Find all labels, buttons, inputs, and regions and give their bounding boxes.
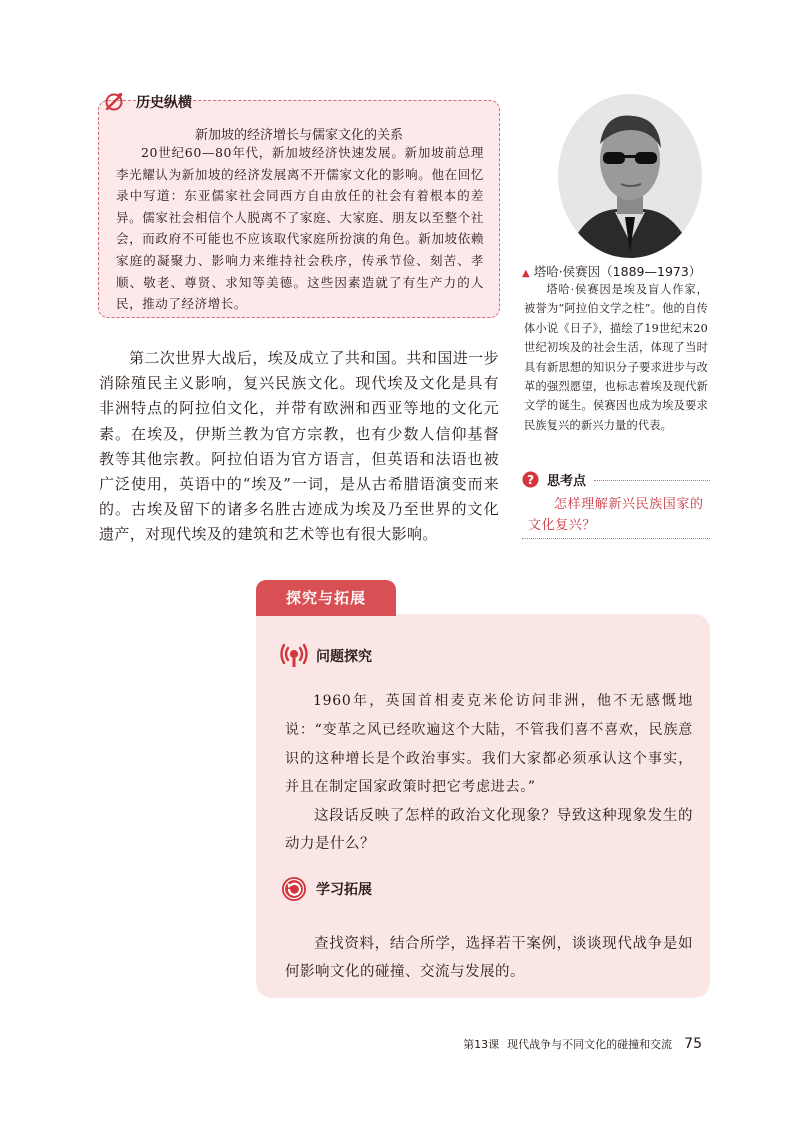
portrait-caption-body: 塔哈·侯赛因是埃及盲人作家，被誉为“阿拉伯文学之柱”。他的自传体小说《日子》，描绘了19世纪末20世纪初埃及的社会生活，体现了当时具有新思想的知识分子要求进步与改革的强烈愿望，也标志着埃及现代新文学的诞生。侯赛因也成为埃及要求民族复兴的新兴力量的代表。	[524, 283, 708, 432]
extend-title: 学习拓展	[316, 882, 372, 898]
inquiry-icon	[280, 642, 308, 670]
question-icon	[522, 471, 539, 488]
page-number: 75	[684, 1036, 702, 1052]
history-label: 历史纵横	[136, 95, 192, 111]
think-header	[522, 470, 710, 489]
problem-question: 这段话反映了怎样的政治文化现象？导致这种现象发生的动力是什么？	[285, 808, 693, 852]
explore-tab: 探究与拓展	[256, 580, 396, 616]
footer-lesson: 第13课	[463, 1038, 500, 1051]
think-bottom-divider	[522, 538, 710, 539]
portrait-caption-title	[522, 262, 701, 280]
think-label: 思考点	[547, 474, 587, 489]
history-scroll-icon	[104, 92, 124, 112]
refresh-icon	[280, 875, 308, 903]
history-body: 20世纪60—80年代，新加坡经济快速发展。新加坡前总理李光耀认为新加坡的经济发展离不开儒家文化的影响。他在回忆录中写道：东亚儒家社会同西方自由放任的社会有着根本的差异。儒家社会相信个人脱离不了家庭、大家庭、朋友以至整个社会，而政府不可能也不应该取代家庭所扮演的角色。新加坡依赖家庭的凝聚力、影响力来维持社会秩序，传承节俭、刻苦、孝顺、敬老、尊贤、求知等美德。这些因素造就了有生产力的人民，推动了经济增长。	[116, 145, 484, 312]
problem-header	[280, 642, 372, 670]
portrait-caption-title-text: 塔哈·侯赛因（1889—1973）	[533, 264, 702, 279]
think-question: 怎样理解新兴民族国家的文化复兴？	[528, 497, 704, 533]
history-header	[104, 92, 192, 112]
triangle-icon: ▲	[522, 268, 530, 279]
extend-text: 查找资料，结合所学，选择若干案例，谈谈现代战争是如何影响文化的碰撞、交流与发展的。	[285, 936, 693, 980]
problem-quote: 1960年，英国首相麦克米伦访问非洲，他不无感慨地说：“变革之风已经吹遍这个大陆，不管我们喜不喜欢，民族意识的这种增长是个政治事实。我们大家都必须承认这个事实，并且在制定国家政策时把它考虑进去。”	[285, 693, 693, 796]
think-divider	[594, 480, 710, 481]
footer-title: 现代战争与不同文化的碰撞和交流	[507, 1038, 673, 1051]
problem-title: 问题探究	[316, 649, 372, 665]
main-paragraph: 第二次世界大战后，埃及成立了共和国。共和国进一步消除殖民主义影响，复兴民族文化。现代埃及文化是具有非洲特点的阿拉伯文化，并带有欧洲和西亚等地的文化元素。在埃及，伊斯兰教为官方宗教，也有少数人信仰基督教等其他宗教。阿拉伯语为官方语言，但英语和法语也被广泛使用，英语中的“埃及”一词，是从古希腊语演变而来的。古埃及留下的诸多名胜古迹成为埃及乃至世界的文化遗产，对现代埃及的建筑和艺术等也有很大影响。	[99, 349, 499, 544]
page-footer	[463, 1036, 702, 1052]
history-title: 新加坡的经济增长与儒家文化的关系	[194, 128, 403, 143]
portrait-photo	[555, 92, 705, 260]
svg-text:?: ?	[526, 472, 535, 487]
extend-header	[280, 875, 372, 903]
